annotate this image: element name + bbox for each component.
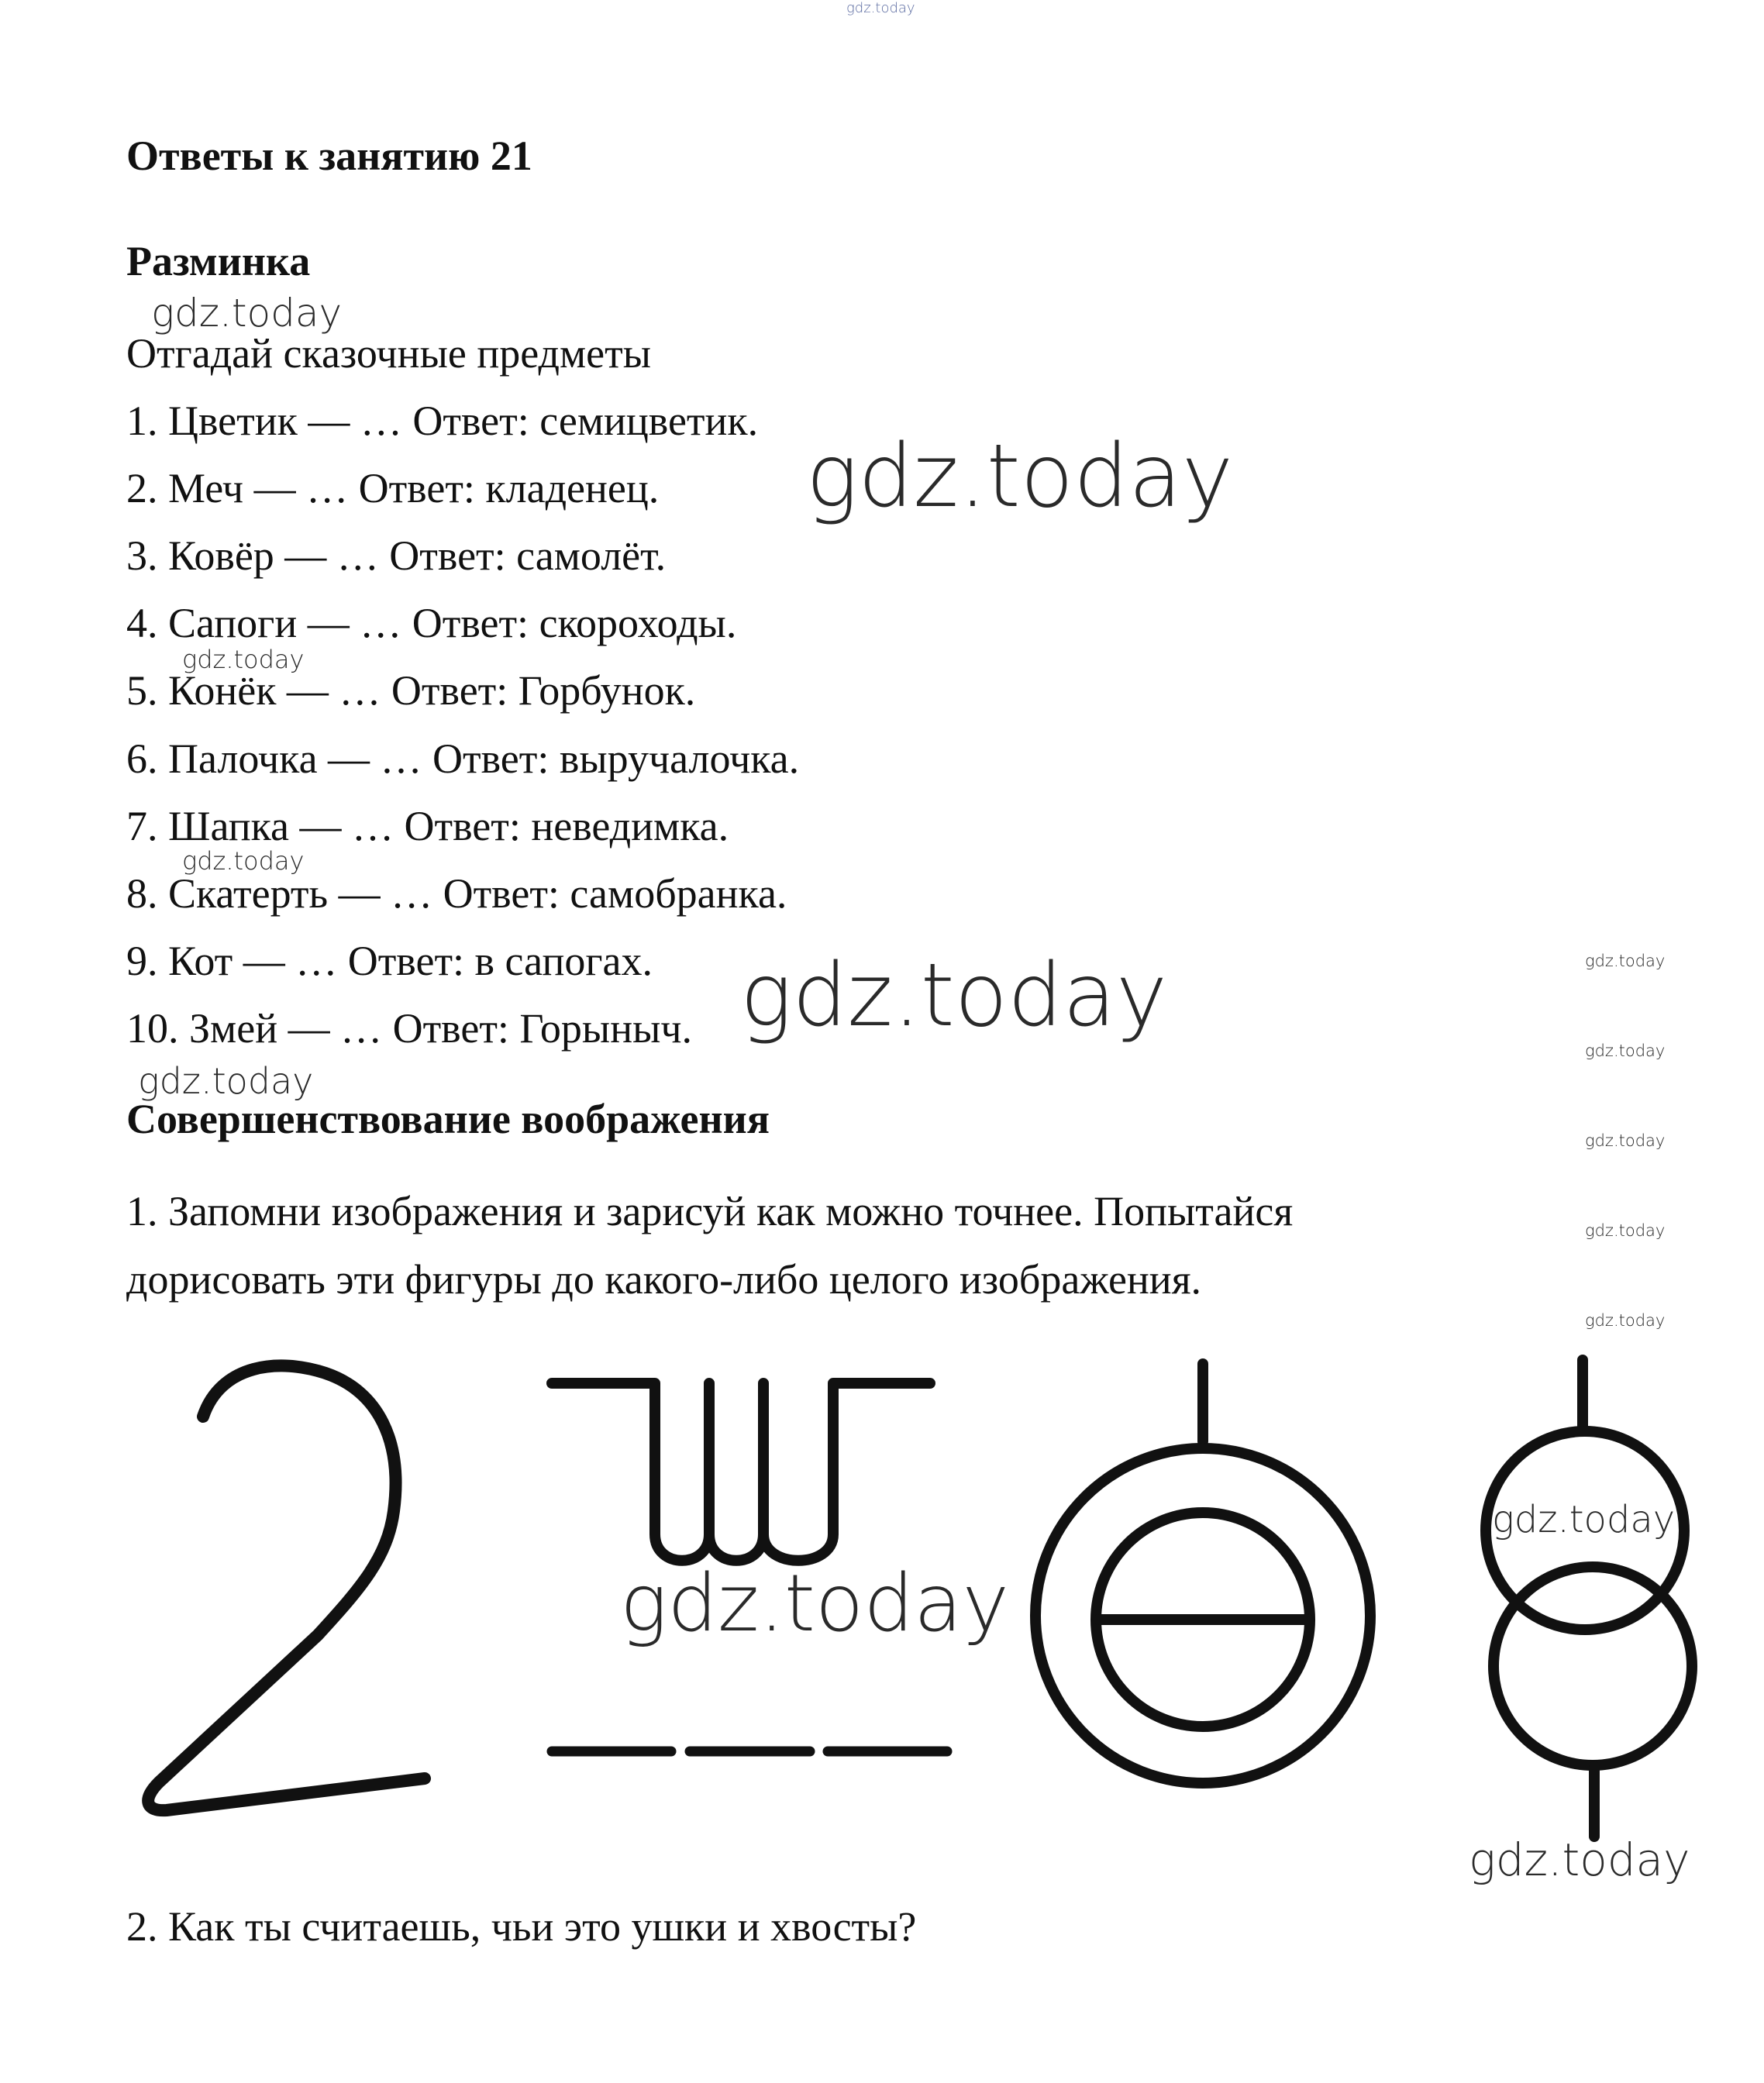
answer-item-7: 7. Шапка — … Ответ: неведимка.: [126, 803, 729, 849]
task1-line2: дорисовать эти фигуры до какого-либо целого изображения.: [126, 1256, 1202, 1303]
page-title: Ответы к занятию 21: [126, 133, 532, 179]
watermark: gdz.today: [1585, 1311, 1666, 1330]
answer-item-9: 9. Кот — … Ответ: в сапогах.: [126, 938, 653, 984]
figure-double-ring: [1486, 1360, 1692, 1837]
watermark: gdz.today: [1585, 1131, 1666, 1150]
watermark: gdz.today: [138, 1060, 314, 1102]
figure-circle-theta: [1035, 1364, 1370, 1783]
watermark: gdz.today: [151, 291, 343, 336]
watermark: gdz.today: [182, 645, 305, 674]
watermark: gdz.today: [182, 846, 305, 876]
task2-text: 2. Как ты считаешь, чьи это ушки и хвосты?: [126, 1903, 917, 1950]
section-heading-imagination: Совершенствование воображения: [126, 1096, 770, 1142]
task1-line1: 1. Запомни изображения и зарисуй как можно точнее. Попытайся: [126, 1188, 1294, 1234]
watermark: gdz.today: [740, 945, 1168, 1046]
watermark: gdz.today: [1585, 1221, 1666, 1240]
watermark: gdz.today: [1469, 1833, 1690, 1886]
watermark: gdz.today: [1492, 1498, 1676, 1541]
watermark: gdz.today: [1585, 952, 1666, 970]
answer-item-5: 5. Конёк — … Ответ: Горбунок.: [126, 667, 696, 714]
answer-item-6: 6. Палочка — … Ответ: выручалочка.: [126, 735, 800, 782]
answer-item-8: 8. Скатерть — … Ответ: самобранка.: [126, 870, 787, 917]
task-text: Отгадай сказочные предметы: [126, 330, 651, 377]
figure-two-shape: [148, 1365, 425, 1810]
answer-item-3: 3. Ковёр — … Ответ: самолёт.: [126, 532, 667, 579]
section-heading-warmup: Разминка: [126, 238, 311, 284]
watermark: gdz.today: [806, 426, 1234, 527]
watermark: gdz.today: [1585, 1042, 1666, 1060]
answer-item-10: 10. Змей — … Ответ: Горыныч.: [126, 1005, 693, 1052]
answer-item-4: 4. Сапоги — … Ответ: скороходы.: [126, 600, 737, 646]
top-watermark: gdz.today: [846, 0, 915, 16]
answer-item-1: 1. Цветик — … Ответ: семицветик.: [126, 398, 759, 444]
watermark: gdz.today: [620, 1558, 1009, 1650]
answer-item-2: 2. Меч — … Ответ: кладенец.: [126, 465, 660, 511]
